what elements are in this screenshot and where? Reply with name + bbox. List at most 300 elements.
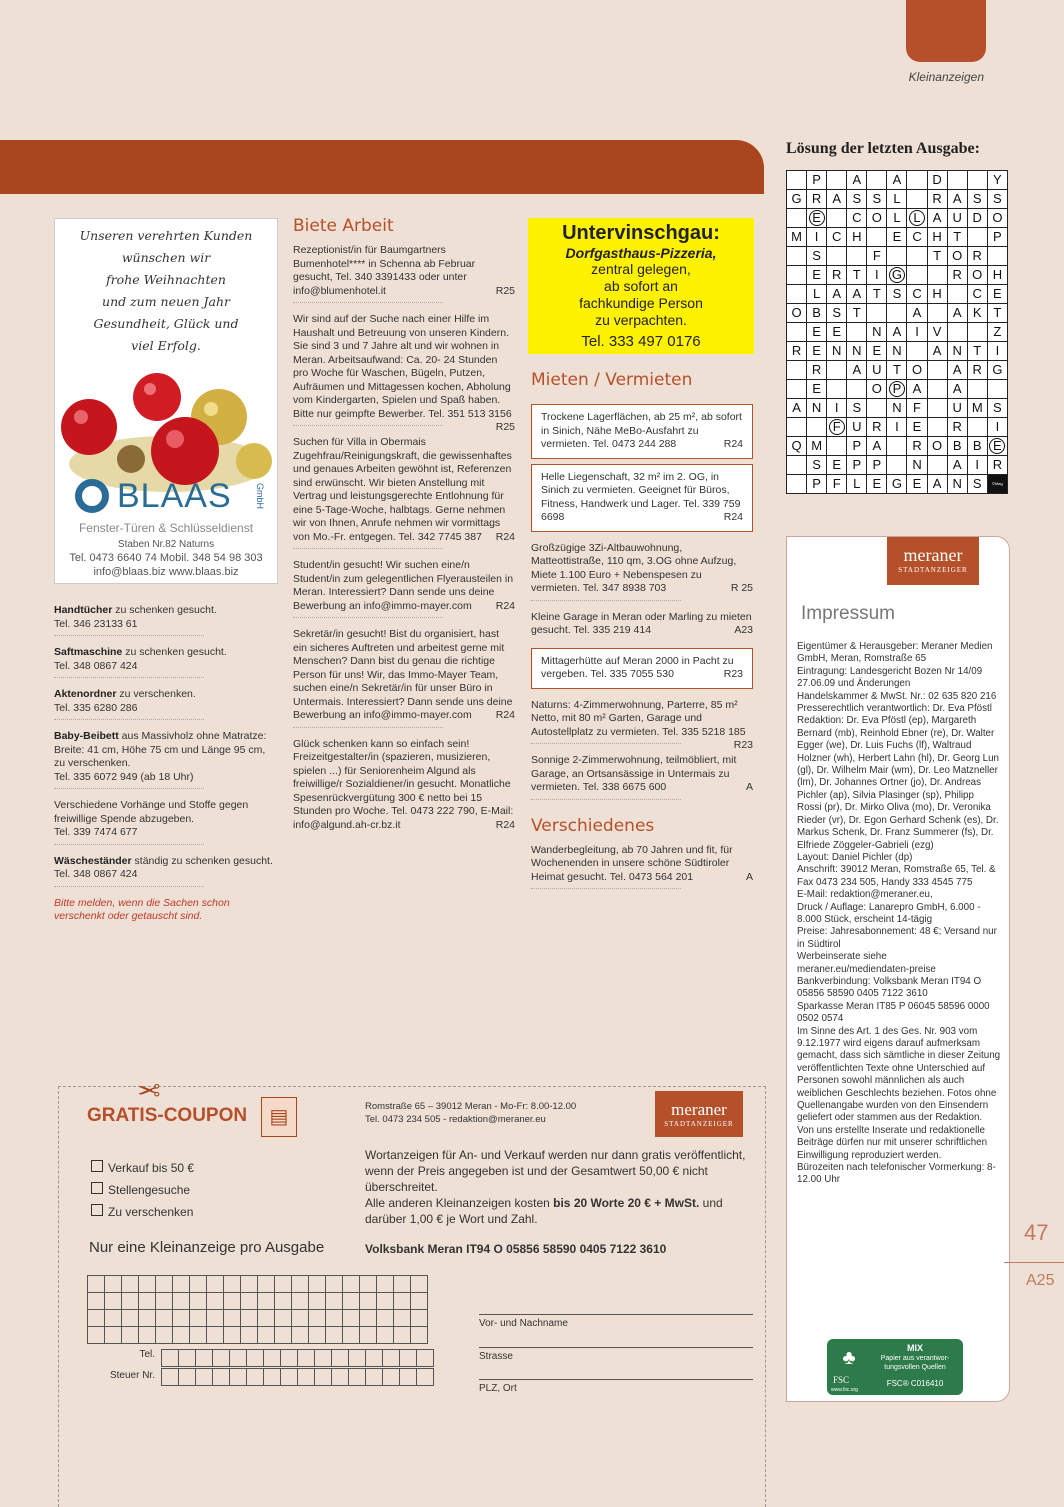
input-cell[interactable] [122,1310,139,1327]
grid-cell: E [867,342,887,361]
input-cell[interactable] [281,1369,298,1386]
grid-cell: E [987,285,1007,304]
grid-cell: N [807,399,827,418]
grid-cell: R [967,361,987,380]
grid-cell: A [947,456,967,475]
grid-cell [867,171,887,190]
grid-cell: I [987,418,1007,437]
grid-cell [787,285,807,304]
input-cell[interactable] [258,1310,275,1327]
grid-row [787,342,1008,361]
input-cell[interactable] [275,1293,292,1310]
grid-row [787,190,1008,209]
grid-cell [787,418,807,437]
grid-cell: S [887,285,907,304]
grid-cell [967,228,987,247]
grid-cell [827,380,847,399]
input-cell[interactable] [394,1310,411,1327]
input-cell[interactable] [349,1350,366,1367]
grid-cell [947,171,967,190]
option-stellengesuche[interactable]: Stellengesuche [91,1179,194,1201]
input-cell[interactable] [122,1293,139,1310]
grid-cell [787,323,807,342]
grid-cell [907,171,927,190]
input-cell[interactable] [173,1276,190,1293]
input-cell[interactable] [343,1276,360,1293]
grid-cell: L [907,209,927,228]
grid-cell: S [847,190,867,209]
city-field[interactable]: PLZ, Ort [479,1379,753,1394]
grid-cell: U [847,418,867,437]
input-cell[interactable] [162,1350,179,1367]
grid-cell: P [807,475,827,494]
input-cell[interactable] [332,1369,349,1386]
grid-cell: O [787,304,807,323]
input-cell[interactable] [360,1310,377,1327]
grid-cell: I [827,399,847,418]
input-cell[interactable] [105,1327,122,1344]
impressum-heading: Impressum [801,603,895,624]
input-cell[interactable] [156,1327,173,1344]
checkbox[interactable] [91,1182,103,1194]
input-cell[interactable] [190,1310,207,1327]
grid-cell: R [987,456,1007,475]
grid-cell: N [827,342,847,361]
grid-cell [927,380,947,399]
grid-cell: D [967,209,987,228]
grid-cell: Y [987,171,1007,190]
input-cell[interactable] [122,1327,139,1344]
grid-cell: S [807,456,827,475]
input-cell[interactable] [258,1327,275,1344]
newspaper-icon: ▤ [261,1097,297,1137]
grid-cell: F [827,475,847,494]
grid-cell: E [807,342,827,361]
pizzeria-ad-subtitle: Dorfgasthaus-Pizzeria, [565,245,717,261]
grid-cell: B [947,437,967,456]
input-cell[interactable] [196,1350,213,1367]
meraner-logo: meraner STADTANZEIGER [655,1091,743,1137]
grid-cell: R [827,266,847,285]
pizzeria-ad-title: Untervinschgau: [562,222,720,244]
grid-row [787,437,1008,456]
grid-cell: L [887,190,907,209]
input-cell[interactable] [179,1350,196,1367]
input-cell[interactable] [366,1369,383,1386]
grid-cell: C [907,285,927,304]
input-cell[interactable] [377,1327,394,1344]
fsc-label: ♣ FSC www.fsc.org MIX Papier aus verantwor- tungsvollen Quellen FSC® C016410 [827,1339,963,1395]
input-cell[interactable] [366,1350,383,1367]
input-cell[interactable] [383,1369,400,1386]
input-cell[interactable] [417,1350,434,1367]
input-cell[interactable] [207,1276,224,1293]
grid-cell: G [887,475,907,494]
input-cell[interactable] [213,1369,230,1386]
input-cell[interactable] [264,1350,281,1367]
input-cell[interactable] [224,1293,241,1310]
grid-cell: O [927,437,947,456]
header-tab [906,0,986,62]
input-cell[interactable] [411,1293,428,1310]
grid-cell: N [847,342,867,361]
input-cell[interactable] [315,1350,332,1367]
grid-cell: G [887,266,907,285]
grid-cell: H [987,266,1007,285]
input-cell[interactable] [173,1310,190,1327]
grid-cell [907,266,927,285]
rental-ad-boxed: Trockene Lagerflächen, ab 25 m², ab sofort in Sinich, Nähe MeBo-Ausfahrt zu vermieten. Tel. 0473 244 288 R24 [531,404,753,459]
grid-cell: P [847,456,867,475]
input-cell[interactable] [315,1369,332,1386]
grid-cell: A [847,361,867,380]
input-cell[interactable] [122,1276,139,1293]
input-cell[interactable] [105,1276,122,1293]
input-cell[interactable] [275,1310,292,1327]
grid-cell [787,380,807,399]
grid-cell: C [847,209,867,228]
input-cell[interactable] [105,1310,122,1327]
grid-cell: R [787,342,807,361]
input-cell[interactable] [88,1293,105,1310]
input-cell[interactable] [190,1276,207,1293]
grid-cell: E [827,323,847,342]
grid-cell: I [907,323,927,342]
input-cell[interactable] [292,1310,309,1327]
grid-cell: A [927,342,947,361]
input-cell[interactable] [292,1327,309,1344]
one-ad-note: Nur eine Kleinanzeige pro Ausgabe [89,1239,325,1256]
classified-item: Wäscheständer ständig zu schenken gesucht. Tel. 348 0867 424 [54,854,273,880]
input-cell[interactable] [224,1327,241,1344]
page-number-divider [1004,1262,1064,1263]
grid-cell: L [847,475,867,494]
grid-cell: R [807,190,827,209]
input-cell[interactable] [190,1327,207,1344]
input-cell[interactable] [247,1350,264,1367]
grid-row [787,380,1008,399]
tel-field[interactable] [161,1349,434,1367]
grid-cell: S [807,247,827,266]
grid-cell [787,171,807,190]
grid-cell: G [987,361,1007,380]
grid-cell: R [927,190,947,209]
grid-cell: U [867,361,887,380]
grid-cell: R [947,266,967,285]
mieten-heading: Mieten / Vermieten [531,370,693,390]
coupon-contact: Tel. 0473 234 505 - redaktion@meraner.eu [365,1114,546,1125]
grid-cell [927,456,947,475]
classified-item: Handtücher zu schenken gesucht. Tel. 346 23133 61 [54,604,217,630]
tree-icon: ♣ [842,1347,856,1369]
word-grid[interactable] [87,1275,428,1344]
input-cell[interactable] [275,1276,292,1293]
grid-cell: S [967,475,987,494]
grid-cell [787,266,807,285]
input-cell[interactable] [298,1350,315,1367]
input-cell[interactable] [275,1327,292,1344]
input-cell[interactable] [196,1369,213,1386]
grid-row [787,266,1008,285]
input-cell[interactable] [213,1350,230,1367]
grid-cell: U [947,399,967,418]
grid-cell: A [947,380,967,399]
input-cell[interactable] [224,1276,241,1293]
input-cell[interactable] [411,1327,428,1344]
grid-cell: S [987,399,1007,418]
input-cell[interactable] [156,1293,173,1310]
input-cell[interactable] [349,1369,366,1386]
grid-cell [967,418,987,437]
classified-item: Verschiedene Vorhänge und Stoffe gegen freiwillige Spende abzugeben. Tel. 339 7474 677 [54,799,249,838]
input-cell[interactable] [156,1310,173,1327]
input-cell[interactable] [411,1276,428,1293]
grid-cell: A [947,190,967,209]
grid-cell: F [907,399,927,418]
input-cell[interactable] [139,1310,156,1327]
grid-cell [787,209,807,228]
input-cell[interactable] [156,1276,173,1293]
input-cell[interactable] [292,1276,309,1293]
input-cell[interactable] [179,1369,196,1386]
grid-row [787,209,1008,228]
grid-cell [947,323,967,342]
input-cell[interactable] [139,1293,156,1310]
grid-cell: I [807,228,827,247]
input-cell[interactable] [298,1369,315,1386]
input-cell[interactable] [343,1327,360,1344]
grid-row [787,304,1008,323]
scissors-icon: ✂ [137,1074,161,1105]
input-cell[interactable] [394,1276,411,1293]
coupon-bank: Volksbank Meran IT94 O 05856 58590 0405 7122 3610 [365,1242,667,1256]
grid-row [787,475,1008,494]
input-cell[interactable] [309,1327,326,1344]
grid-row [787,171,1008,190]
classified-item: Aktenordner zu verschenken. Tel. 335 6280 286 [54,688,196,714]
blaas-ad [54,218,278,584]
grid-cell [907,342,927,361]
grid-cell: A [907,304,927,323]
input-cell[interactable] [162,1369,179,1386]
grid-cell [827,209,847,228]
input-cell[interactable] [173,1327,190,1344]
input-cell[interactable] [326,1293,343,1310]
rental-ad: Naturns: 4-Zimmerwohnung, Parterre, 85 m² Netto, mit 80 m² Garten, Garage und Autostellplatz zu vermieten. Tel. 335 5218 185 R23 [531,698,753,751]
tax-number-field[interactable] [161,1368,434,1386]
input-cell[interactable] [343,1310,360,1327]
grid-cell [887,437,907,456]
input-cell[interactable] [400,1350,417,1367]
grid-cell: P [847,437,867,456]
blaas-logo-mark [75,479,109,513]
input-cell[interactable] [190,1293,207,1310]
meraner-logo: meraner STADTANZEIGER [887,537,979,585]
input-cell[interactable] [383,1350,400,1367]
grid-cell [927,399,947,418]
input-cell[interactable] [400,1369,417,1386]
input-cell[interactable] [292,1293,309,1310]
grid-cell: N [947,475,967,494]
grid-cell [827,361,847,380]
option-verschenken[interactable]: Zu verschenken [91,1201,194,1223]
grid-cell: A [907,380,927,399]
grid-cell [787,247,807,266]
grid-cell: S [847,399,867,418]
input-cell[interactable] [88,1310,105,1327]
input-cell[interactable] [207,1293,224,1310]
grid-cell: P [807,171,827,190]
grid-cell: D [927,171,947,190]
classified-item: Baby-Beibett aus Massivholz ohne Matratze: Breite: 41 cm, Höhe 75 cm und Länge 95 cm, zu verschenken. Tel. 335 6072 949 (ab 18 Uhr) [54,730,267,783]
checkbox[interactable] [91,1160,103,1172]
input-cell[interactable] [377,1276,394,1293]
grid-cell: E [887,228,907,247]
grid-cell: M [787,228,807,247]
input-cell[interactable] [264,1369,281,1386]
grid-cell: L [807,285,827,304]
input-cell[interactable] [360,1327,377,1344]
grid-cell [967,171,987,190]
page-number: 47 [1024,1220,1049,1245]
input-cell[interactable] [241,1310,258,1327]
grid-cell: N [867,323,887,342]
input-cell[interactable] [230,1369,247,1386]
grid-cell: B [807,304,827,323]
input-cell[interactable] [241,1327,258,1344]
grid-cell: S [987,190,1007,209]
coupon-address: Romstraße 65 – 39012 Meran - Mo-Fr: 8.00-12.00 [365,1101,577,1112]
grid-cell: I [867,266,887,285]
input-cell[interactable] [309,1310,326,1327]
option-verkauf[interactable]: Verkauf bis 50 € [91,1157,194,1179]
input-cell[interactable] [207,1327,224,1344]
input-cell[interactable] [332,1350,349,1367]
grid-cell: P [987,228,1007,247]
impressum-box [786,536,1010,1402]
grid-row [787,323,1008,342]
grid-row [787,228,1008,247]
grid-row [787,247,1008,266]
biete-arbeit-heading: Biete Arbeit [293,216,394,236]
input-cell[interactable] [241,1293,258,1310]
input-cell[interactable] [247,1369,264,1386]
grid-cell: T [847,266,867,285]
grid-cell: O [947,247,967,266]
job-ad: Glück schenken kann so einfach sein! Freizeitgestalter/in (spazieren, musizieren, spielen ...) für Seniorenheim Algund als freiwillige/r Sozialdiener/in gesucht. Monatliche Spesenrückvergütung 300 € netto bei 15 Stunden pro Woche. Tel. 0473 222 790, E-Mail: info@algund.ah-cr.bz.it R24 [293,737,515,831]
blaas-address: Staben Nr.82 Naturns [117,539,215,550]
input-cell[interactable] [224,1310,241,1327]
grid-cell: C [967,285,987,304]
input-cell[interactable] [105,1293,122,1310]
input-cell[interactable] [207,1310,224,1327]
input-cell[interactable] [241,1276,258,1293]
street-field[interactable]: Strasse [479,1347,753,1362]
grid-cell: E [807,323,827,342]
grid-cell: K [967,304,987,323]
input-cell[interactable] [139,1276,156,1293]
input-cell[interactable] [377,1293,394,1310]
input-cell[interactable] [326,1327,343,1344]
coupon-title: GRATIS-COUPON [87,1105,248,1126]
input-cell[interactable] [281,1350,298,1367]
checkbox[interactable] [91,1204,103,1216]
input-cell[interactable] [173,1293,190,1310]
input-cell[interactable] [309,1276,326,1293]
job-ad: Rezeptionist/in für Baumgartners Bumenhotel**** in Schenna ab Februar gesucht, Tel. 340 3391433 oder unter info@blumenhotel.it R25 [293,244,515,297]
input-cell[interactable] [88,1327,105,1344]
input-cell[interactable] [343,1293,360,1310]
grid-cell: R [947,418,967,437]
grid-cell: I [987,342,1007,361]
name-field[interactable]: Vor- und Nachname [479,1314,753,1329]
grid-cell [927,418,947,437]
grid-cell: R [867,418,887,437]
input-cell[interactable] [377,1310,394,1327]
grid-cell: M [807,437,827,456]
grid-cell: A [927,209,947,228]
grid-cell: P [887,380,907,399]
grid-cell [847,380,867,399]
input-cell[interactable] [417,1369,434,1386]
grid-cell: G [787,190,807,209]
input-cell[interactable] [139,1327,156,1344]
input-cell[interactable] [258,1293,275,1310]
grid-cell [987,380,1007,399]
grid-cell: C [827,228,847,247]
grid-cell [867,228,887,247]
input-cell[interactable] [309,1293,326,1310]
grid-cell [847,247,867,266]
input-cell[interactable] [88,1276,105,1293]
input-cell[interactable] [230,1350,247,1367]
grid-row [787,285,1008,304]
blaas-gmbh: GmbH [255,483,265,510]
verschiedenes-heading: Verschiedenes [531,815,655,836]
input-cell[interactable] [360,1293,377,1310]
grid-cell: P [867,456,887,475]
grid-cell [827,171,847,190]
grid-cell: O [867,209,887,228]
grid-cell: R [907,437,927,456]
input-cell[interactable] [258,1276,275,1293]
grid-cell: E [827,456,847,475]
grid-cell: Q [787,437,807,456]
grid-cell [827,247,847,266]
grid-cell: A [927,475,947,494]
grid-cell [807,418,827,437]
tel-label: Tel. [139,1349,155,1360]
grid-cell: E [907,475,927,494]
blaas-logo [69,477,269,519]
grid-cell: E [807,266,827,285]
input-cell[interactable] [411,1310,428,1327]
input-cell[interactable] [326,1310,343,1327]
input-cell[interactable] [360,1276,377,1293]
input-cell[interactable] [394,1293,411,1310]
grid-cell [887,304,907,323]
grid-row [787,361,1008,380]
mieten-section [531,370,753,899]
input-cell[interactable] [326,1276,343,1293]
input-cell[interactable] [394,1327,411,1344]
grid-cell [967,323,987,342]
grid-cell [787,456,807,475]
grid-cell: H [927,228,947,247]
grid-cell: O [987,209,1007,228]
grid-cell: N [887,342,907,361]
grid-cell: C [907,228,927,247]
